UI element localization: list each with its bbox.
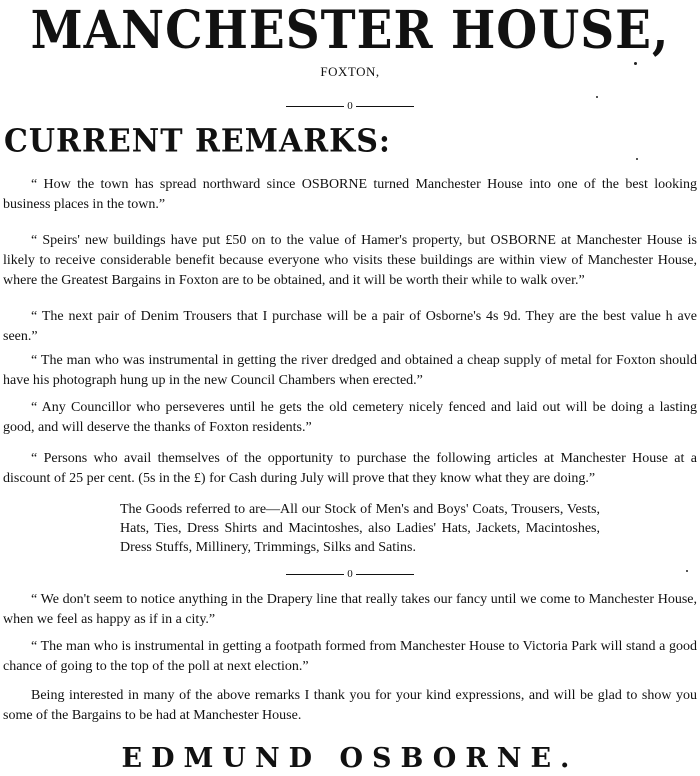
remark-paragraph: “ Any Councillor who perseveres until he gets the old cemetery nicely fenced and laid out will be doing a lasting good, and will deserve the thanks of Foxton residents.” xyxy=(3,400,697,435)
goods-list: The Goods referred to are—All our Stock of Men's and Boys' Coats, Trousers, Vests, Hats, Ties, Dress Shirts and Macintoshes, also Ladies' Hats, Jackets, Macintoshes, Dress Stuffs, Millinery, Trimmings, Silks and Satins. xyxy=(120,502,600,555)
divider-mark: 0 xyxy=(347,568,353,581)
divider-rule xyxy=(356,106,414,107)
remark-paragraph: “ The man who is instrumental in getting a footpath formed from Manchester House to Victoria Park will stand a good chance of going to the top of the poll at next election.” xyxy=(3,639,697,674)
divider-rule xyxy=(286,106,344,107)
print-speck xyxy=(686,570,688,572)
remark-paragraph: “ Speirs' new buildings have put £50 on to the value of Hamer's property, but OSBORNE at Manchester House is likely to receive considerable benefit because everyone who visits these buildings are within view of Manchester House, where the Greatest Bargains in Foxton are to be obtained, and it will be worth their while to walk over.” xyxy=(3,233,697,288)
headline: MANCHESTER HOUSE, xyxy=(30,0,670,62)
remark-paragraph: “ Persons who avail themselves of the opportunity to purchase the following articles at Manchester House at a discount of 25 per cent. (5s in the £) for Cash during July will prove that they know what they are doing.” xyxy=(3,451,697,486)
print-speck xyxy=(634,62,637,65)
print-speck xyxy=(636,158,638,160)
signature: EDMUND OSBORNE. xyxy=(121,743,579,774)
divider-rule xyxy=(356,574,414,575)
divider xyxy=(0,100,700,112)
divider-rule xyxy=(286,574,344,575)
place-name: FOXTON, xyxy=(320,64,380,79)
closing-paragraph: Being interested in many of the above remarks I thank you for your kind expressions, and will be glad to show you some of the Bargains to be had at Manchester House. xyxy=(3,688,697,723)
divider xyxy=(0,568,700,580)
remark-paragraph: “ The man who was instrumental in getting the river dredged and obtained a cheap supply of metal for Foxton should have his photograph hung up in the new Council Chambers when erected.” xyxy=(3,353,697,388)
print-speck xyxy=(596,96,598,98)
remark-paragraph: “ The next pair of Denim Trousers that I purchase will be a pair of Osborne's 4s 9d. They are the best value h ave seen.” xyxy=(3,309,697,344)
divider-mark: 0 xyxy=(347,100,353,113)
remark-paragraph: “ We don't seem to notice anything in the Drapery line that really takes our fancy until we come to Manchester House, when we feel as happy as if in a city.” xyxy=(3,592,697,627)
remark-paragraph: “ How the town has spread northward since OSBORNE turned Manchester House into one of the best looking business places in the town.” xyxy=(3,177,697,212)
section-title: CURRENT REMARKS: xyxy=(4,122,391,160)
